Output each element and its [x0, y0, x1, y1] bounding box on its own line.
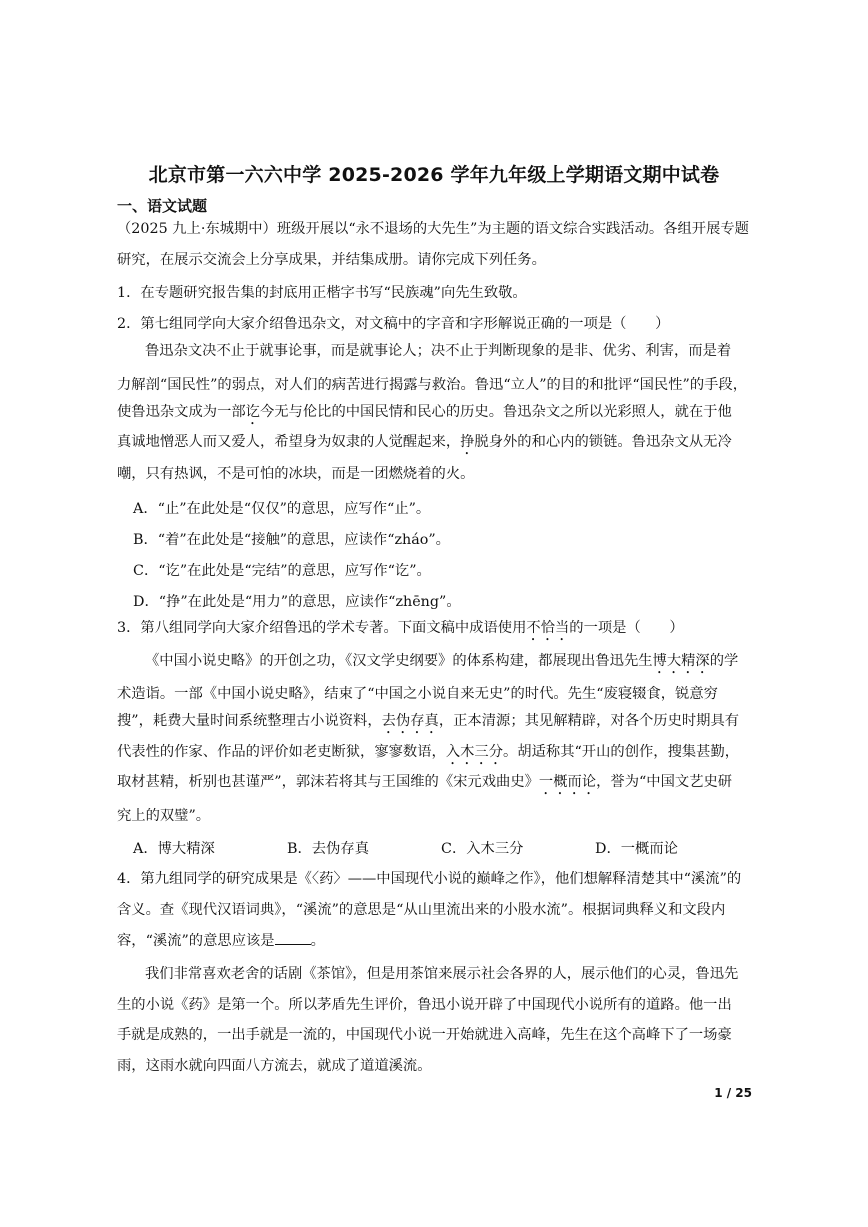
idiom-marked: 博大精深 [652, 653, 710, 669]
q3-passage-line-4: 代表性的作家、作品的评价如老吏断狱，寥寥数语，入木三分。胡适称其“开山的创作，搜集甚勤， [117, 744, 740, 760]
q2-passage-line-3: 使鲁迅杂文成为一部讫今无与伦比的中国民情和民心的历史。鲁迅杂文之所以光彩照人，就在于他 [117, 404, 732, 420]
question-4-line-2: 含义。查《现代汉语词典》，“溪流”的意思是“从山里流出来的小股水流”。根据词典释义和文段内 [117, 902, 726, 918]
q3-passage-line-2: 术造诣。一部《中国小说史略》，结束了“中国之小说自来无史”的时代。先生“废寝辍食，锐意穷 [117, 686, 718, 702]
q4-passage-line-2: 生的小说《药》是第一个。所以茅盾先生评价，鲁迅小说开辟了中国现代小说所有的道路。他一出 [117, 997, 732, 1013]
q2-passage-line-4: 真诚地憎恶人而又爱人，希望身为奴隶的人觉醒起来，挣脱身外的和心内的锁链。鲁迅杂文从无冷 [117, 434, 732, 450]
exam-title: 北京市第一六六中学 2025-2026 学年九年级上学期语文期中试卷 [148, 164, 720, 186]
question-4-line-3: 容，“溪流”的意思应该是 。 [117, 930, 757, 952]
q3-option-c: C．入木三分 [441, 841, 524, 857]
q3-option-b: B．去伪存真 [287, 841, 369, 857]
q3-passage-line-6: 究上的双璧”。 [117, 808, 211, 824]
q2-option-a: A．“止”在此处是“仅仅”的意思，应写作“止”。 [133, 501, 431, 517]
section-heading: 一、语文试题 [117, 197, 208, 215]
question-3-stem: 3．第八组同学向大家介绍鲁迅的学术专著。下面文稿中成语使用不恰当的一项是（ ） [117, 620, 684, 636]
idiom-marked: 入木三分 [445, 744, 504, 760]
q2-passage-line-5: 嘲，只有热讽，不是可怕的冰块，而是一团燃烧着的火。 [117, 466, 475, 482]
answer-blank[interactable] [275, 930, 311, 945]
intro-line-1: （2025 九上·东城期中）班级开展以“永不退场的大先生”为主题的语文综合实践活动。各组开展专题 [117, 221, 749, 237]
q2-option-c: C．“讫”在此处是“完结”的意思，应写作“讫”。 [133, 563, 431, 579]
q3-option-d: D．一概而论 [595, 841, 678, 857]
q2-option-d: D．“挣”在此处是“用力”的意思，应读作“zhēng”。 [133, 594, 461, 610]
question-2-stem: 2．第七组同学向大家介绍鲁迅杂文，对文稿中的字音和字形解说正确的一项是（ ） [117, 316, 670, 332]
emphasized-phrase: 不恰当 [526, 620, 570, 636]
q2-option-b: B．“着”在此处是“接触”的意思，应读作“zháo”。 [133, 532, 450, 548]
emphasized-char: 挣 [460, 434, 475, 450]
question-4-line-1: 4．第九组同学的研究成果是《〈药〉——中国现代小说的巅峰之作》，他们想解释清楚其中“溪流”的 [117, 871, 742, 887]
intro-line-2: 研究，在展示交流会上分享成果，并结集成册。请你完成下列任务。 [117, 252, 546, 268]
q4-passage-line-1: 我们非常喜欢老舍的话剧《茶馆》，但是用茶馆来展示社会各界的人，展示他们的心灵，鲁迅先 [145, 966, 739, 982]
q3-passage-line-1: 《中国小说史略》的开创之功，《汉文学史纲要》的体系构建，都展现出鲁迅先生博大精深的学 [145, 653, 739, 669]
q3-passage-line-3: 搜”，耗费大量时间系统整理古小说资料，去伪存真，正本清源；其见解精辟，对各个历史时期具有 [117, 713, 740, 729]
q2-passage-line-1: 鲁迅杂文决不止于就事论事，而是就事论人；决不止于判断现象的是非、优劣、利害，而是着 [145, 343, 732, 359]
question-1: 1．在专题研究报告集的封底用正楷字书写“民族魂”向先生致敬。 [117, 285, 527, 301]
q4-passage-line-3: 手就是成熟的，一出手就是一流的，中国现代小说一开始就进入高峰，先生在这个高峰下了一场豪 [117, 1027, 732, 1043]
idiom-marked: 一概而论 [538, 774, 597, 790]
q4-passage-line-4: 雨，这雨水就向四面八方流去，就成了道道溪流。 [117, 1058, 432, 1074]
page-number: 1 / 25 [714, 1086, 752, 1100]
q3-passage-line-5: 取材甚精，析别也甚谨严”，郭沫若将其与王国维的《宋元戏曲史》一概而论，誉为“中国文艺史研 [117, 774, 733, 790]
emphasized-char: 讫 [245, 404, 260, 420]
q2-passage-line-2: 力解剖“国民性”的弱点，对人们的病苦进行揭露与救治。鲁迅“立人”的目的和批评“国民性”的手段， [117, 377, 748, 393]
idiom-marked: 去伪存真 [381, 713, 439, 729]
q3-option-a: A．博大精深 [133, 841, 215, 857]
